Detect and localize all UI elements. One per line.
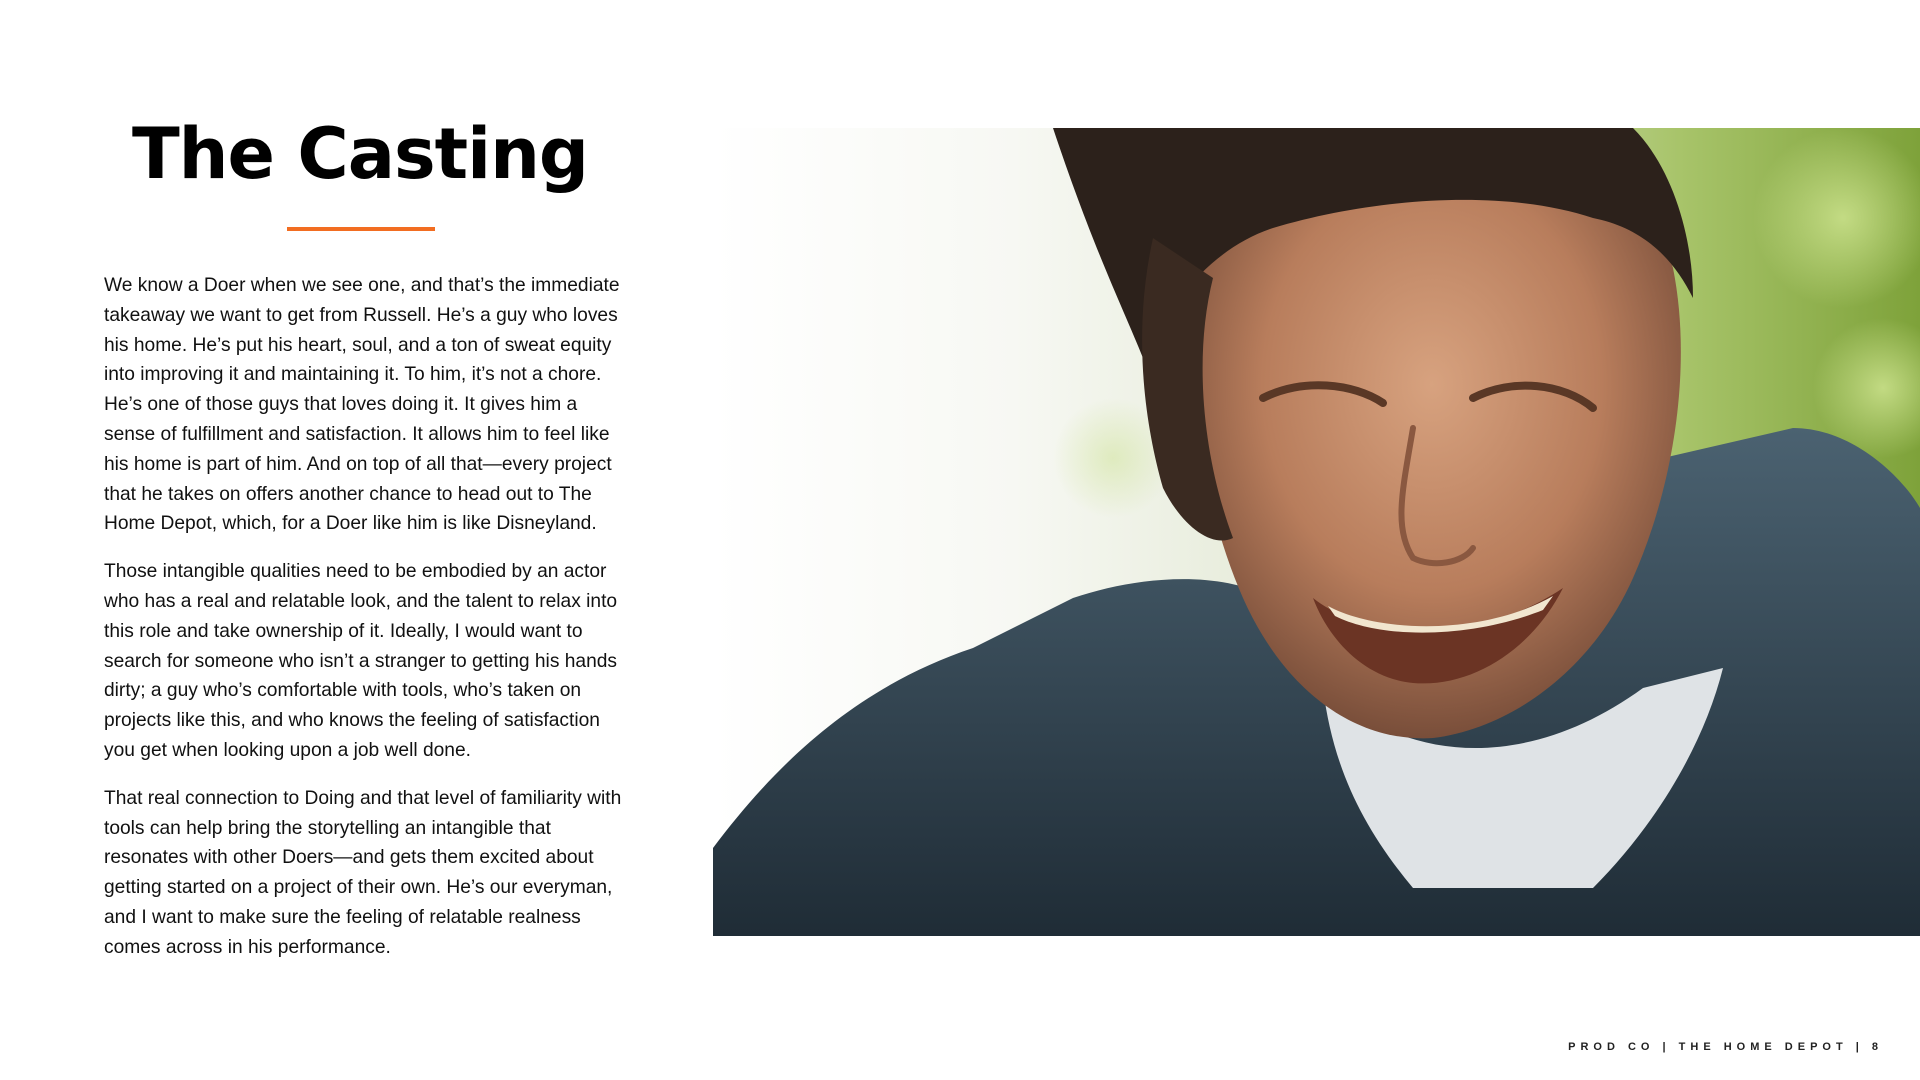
paragraph-3: That real connection to Doing and that level of familiarity with tools can help bring the storytelling an intangible that resonates with other Doers—and gets them excited about getting started on a project of their own. He’s our everyman, and I want to make sure the feeling of relatable realness comes across in his performance.	[104, 787, 622, 958]
body-copy	[104, 271, 630, 981]
paragraph-2: Those intangible qualities need to be embodied by an actor who has a real and relatable look, and the talent to relax into this role and take ownership of it. Ideally, I would want to search for someone who isn’t a stranger to getting his hands dirty; a guy who’s comfortable with tools, who’s taken on projects like this, and who knows the feeling of satisfaction you get when looking upon a job well done.	[104, 561, 618, 761]
footer-text: PROD CO | THE HOME DEPOT | 8	[1568, 1041, 1883, 1053]
slide-title: The Casting	[131, 113, 589, 195]
casting-photo	[713, 128, 1920, 936]
title-underline	[287, 227, 435, 231]
paragraph-1: We know a Doer when we see one, and that’s the immediate takeaway we want to get from Russell. He’s a guy who loves his home. He’s put his heart, soul, and a ton of sweat equity into improving it and maintaining it. To him, it’s not a chore. He’s one of those guys that loves doing it. It gives him a sense of fulfillment and satisfaction. It allows him to feel like his home is part of him. And on top of all that—every project that he takes on offers another chance to head out to The Home Depot, which, for a Doer like him is like Disneyland.	[104, 275, 620, 535]
